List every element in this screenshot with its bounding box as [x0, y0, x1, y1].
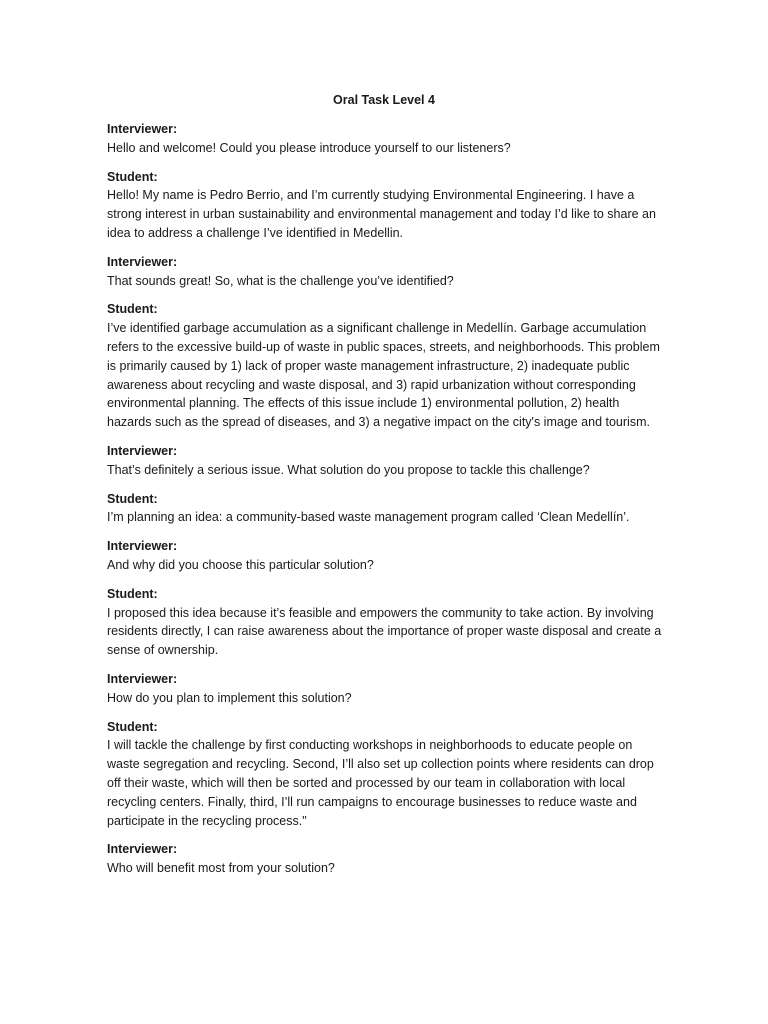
speaker-label: Student:: [107, 491, 158, 506]
speaker-label: Student:: [107, 586, 158, 601]
utterance-text: I proposed this idea because it’s feasible and empowers the community to take action. By involving residents directly, I can raise awareness about the importance of proper waste disposal and create a sense of ownership.: [107, 605, 662, 658]
dialogue-body: [107, 120, 667, 888]
dialogue-turn: [107, 120, 667, 158]
utterance-text: How do you plan to implement this solution?: [107, 690, 352, 705]
speaker-label: Interviewer:: [107, 539, 178, 554]
utterance-text: That’s definitely a serious issue. What solution do you propose to tackle this challenge?: [107, 462, 590, 477]
dialogue-turn: [107, 585, 667, 660]
dialogue-turn: [107, 490, 667, 528]
utterance-text: That sounds great! So, what is the challenge you’ve identified?: [107, 273, 454, 288]
dialogue-turn: [107, 537, 667, 575]
speaker-label: Interviewer:: [107, 122, 178, 136]
dialogue-turn: [107, 840, 667, 878]
speaker-label: Interviewer:: [107, 671, 178, 686]
utterance-text: I’m planning an idea: a community-based waste management program called ‘Clean Medellín’.: [107, 510, 630, 525]
speaker-label: Student:: [107, 302, 158, 317]
speaker-label: Interviewer:: [107, 842, 178, 857]
speaker-label: Interviewer:: [107, 443, 178, 458]
dialogue-turn: [107, 718, 667, 831]
dialogue-turn: [107, 442, 667, 480]
speaker-label: Student:: [107, 169, 158, 184]
utterance-text: I will tackle the challenge by first conducting workshops in neighborhoods to educate people on waste segregation and recycling. Second, I’ll also set up collection points where residents can drop off their waste, which will then be sorted and processed by our team in collaboration with local recycling centers. Finally, third, I’ll run campaigns to encourage businesses to reduce waste and participate in the recycling process.": [107, 738, 654, 828]
utterance-text: And why did you choose this particular solution?: [107, 557, 374, 572]
dialogue-turn: [107, 168, 667, 243]
document-title: Oral Task Level 4: [333, 93, 435, 107]
utterance-text: I’ve identified garbage accumulation as a significant challenge in Medellín. Garbage accumulation refers to the excessive build-up of waste in public spaces, streets, and neighborhoods. This problem is primarily caused by 1) lack of proper waste management infrastructure, 2) inadequate public awareness about recycling and waste disposal, and 3) rapid urbanization without corresponding environmental planning. The effects of this issue include 1) environmental pollution, 2) health hazards such as the spread of diseases, and 3) a negative impact on the city's image and tourism.: [107, 321, 660, 430]
utterance-text: Hello and welcome! Could you please introduce yourself to our listeners?: [107, 140, 511, 155]
speaker-label: Student:: [107, 719, 158, 734]
speaker-label: Interviewer:: [107, 254, 178, 269]
dialogue-turn: [107, 253, 667, 291]
dialogue-turn: [107, 300, 667, 432]
utterance-text: Who will benefit most from your solution?: [107, 861, 335, 876]
utterance-text: Hello! My name is Pedro Berrio, and I’m currently studying Environmental Engineering. I have a strong interest in urban sustainability and environmental management and today I’d like to share an idea to address a challenge I’ve identified in Medellin.: [107, 188, 656, 240]
dialogue-turn: [107, 670, 667, 708]
